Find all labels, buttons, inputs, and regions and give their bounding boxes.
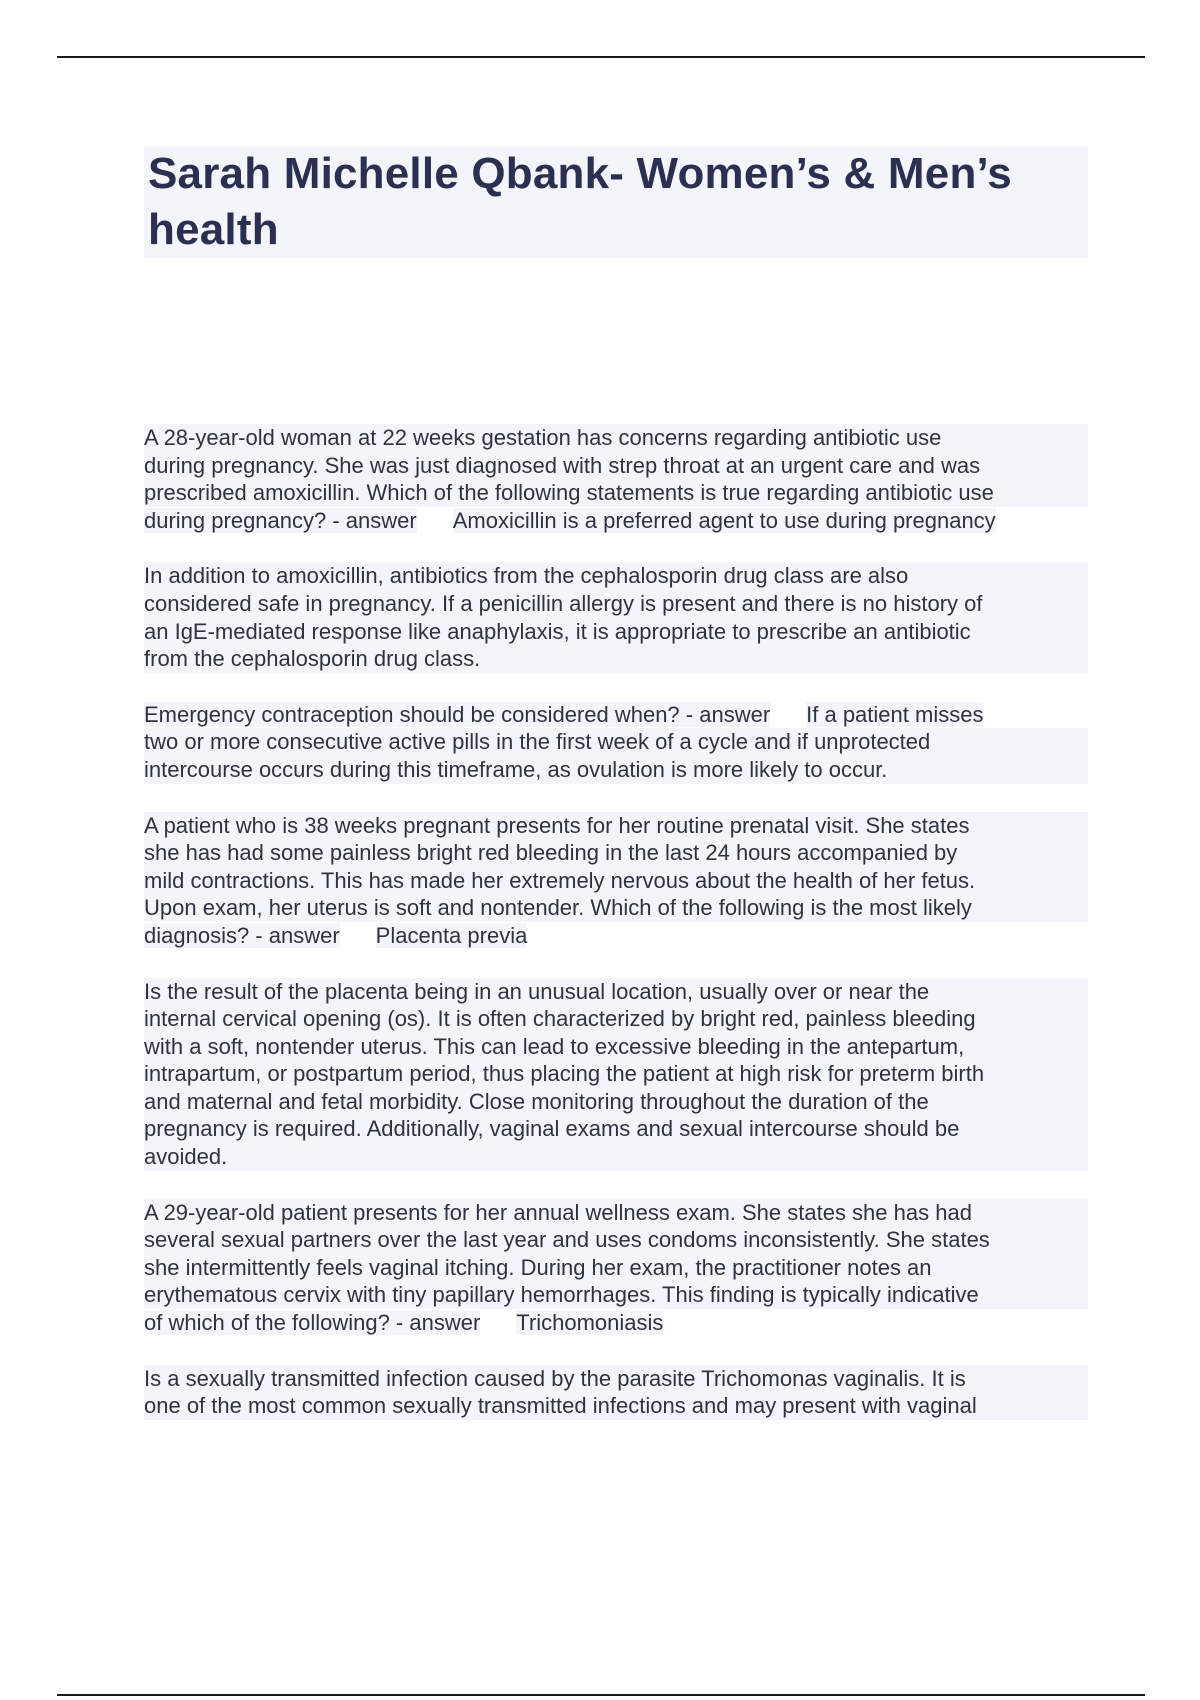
question-answer-line — [144, 701, 1088, 729]
text-line: she has had some painless bright red bleeding in the last 24 hours accompanied by — [144, 839, 1088, 867]
text-line: several sexual partners over the last year and uses condoms inconsistently. She states — [144, 1226, 1088, 1254]
text-line: one of the most common sexually transmitted infections and may present with vaginal — [144, 1392, 1088, 1420]
document-body — [144, 424, 1088, 1448]
text-line: avoided. — [144, 1143, 1088, 1171]
question-paragraph — [144, 812, 1088, 950]
bottom-rule — [57, 1694, 1145, 1696]
text-line: mild contractions. This has made her extremely nervous about the health of her fetus. — [144, 867, 1088, 895]
text-line: with a soft, nontender uterus. This can lead to excessive bleeding in the antepartum, — [144, 1033, 1088, 1061]
explanation-paragraph — [144, 562, 1088, 672]
answer-text: Trichomoniasis — [516, 1310, 664, 1336]
explanation-paragraph — [144, 1365, 1088, 1420]
title-line-2: health — [148, 205, 279, 254]
answer-text: Amoxicillin is a preferred agent to use during pregnancy — [452, 507, 996, 533]
text-line: intrapartum, or postpartum period, thus placing the patient at high risk for preterm birth — [144, 1060, 1088, 1088]
text-line: erythematous cervix with tiny papillary hemorrhages. This finding is typically indicative — [144, 1281, 1088, 1309]
text-line: Emergency contraception should be considered when? - answer — [144, 701, 771, 727]
text-line: Is a sexually transmitted infection caused by the parasite Trichomonas vaginalis. It is — [144, 1365, 1088, 1393]
text-line: she intermittently feels vaginal itching. During her exam, the practitioner notes an — [144, 1254, 1088, 1282]
explanation-paragraph — [144, 978, 1088, 1171]
text-line: A patient who is 38 weeks pregnant presents for her routine prenatal visit. She states — [144, 812, 1088, 840]
text-line: intercourse occurs during this timeframe, as ovulation is more likely to occur. — [144, 756, 1088, 784]
text-line: during pregnancy? - answer — [144, 507, 417, 533]
text-line: Upon exam, her uterus is soft and nontender. Which of the following is the most likely — [144, 894, 1088, 922]
text-line: two or more consecutive active pills in the first week of a cycle and if unprotected — [144, 728, 1088, 756]
text-line: prescribed amoxicillin. Which of the following statements is true regarding antibiotic use — [144, 479, 1088, 507]
text-line: and maternal and fetal morbidity. Close monitoring throughout the duration of the — [144, 1088, 1088, 1116]
text-line: during pregnancy. She was just diagnosed with strep throat at an urgent care and was — [144, 452, 1088, 480]
text-line: Is the result of the placenta being in an unusual location, usually over or near the — [144, 978, 1088, 1006]
text-line: of which of the following? - answer — [144, 1310, 481, 1336]
title-block — [144, 146, 1088, 258]
text-line: from the cephalosporin drug class. — [144, 645, 1088, 673]
text-line: considered safe in pregnancy. If a penicillin allergy is present and there is no history of — [144, 590, 1088, 618]
question-answer-line — [144, 922, 1088, 950]
text-line: pregnancy is required. Additionally, vaginal exams and sexual intercourse should be — [144, 1115, 1088, 1143]
document-title — [148, 146, 1084, 258]
top-rule — [57, 56, 1145, 58]
title-line-1: Sarah Michelle Qbank- Women’s & Men’s — [148, 149, 1012, 198]
question-paragraph — [144, 424, 1088, 534]
answer-text: Placenta previa — [375, 922, 528, 948]
text-line: internal cervical opening (os). It is often characterized by bright red, painless bleeding — [144, 1005, 1088, 1033]
question-answer-line — [144, 1309, 1088, 1337]
question-paragraph — [144, 1199, 1088, 1337]
text-line: diagnosis? - answer — [144, 922, 340, 948]
question-paragraph — [144, 701, 1088, 784]
text-line: A 29-year-old patient presents for her annual wellness exam. She states she has had — [144, 1199, 1088, 1227]
text-line: In addition to amoxicillin, antibiotics from the cephalosporin drug class are also — [144, 562, 1088, 590]
answer-text: If a patient misses — [806, 701, 984, 727]
question-answer-line — [144, 507, 1088, 535]
text-line: A 28-year-old woman at 22 weeks gestation has concerns regarding antibiotic use — [144, 424, 1088, 452]
text-line: an IgE-mediated response like anaphylaxis, it is appropriate to prescribe an antibiotic — [144, 618, 1088, 646]
